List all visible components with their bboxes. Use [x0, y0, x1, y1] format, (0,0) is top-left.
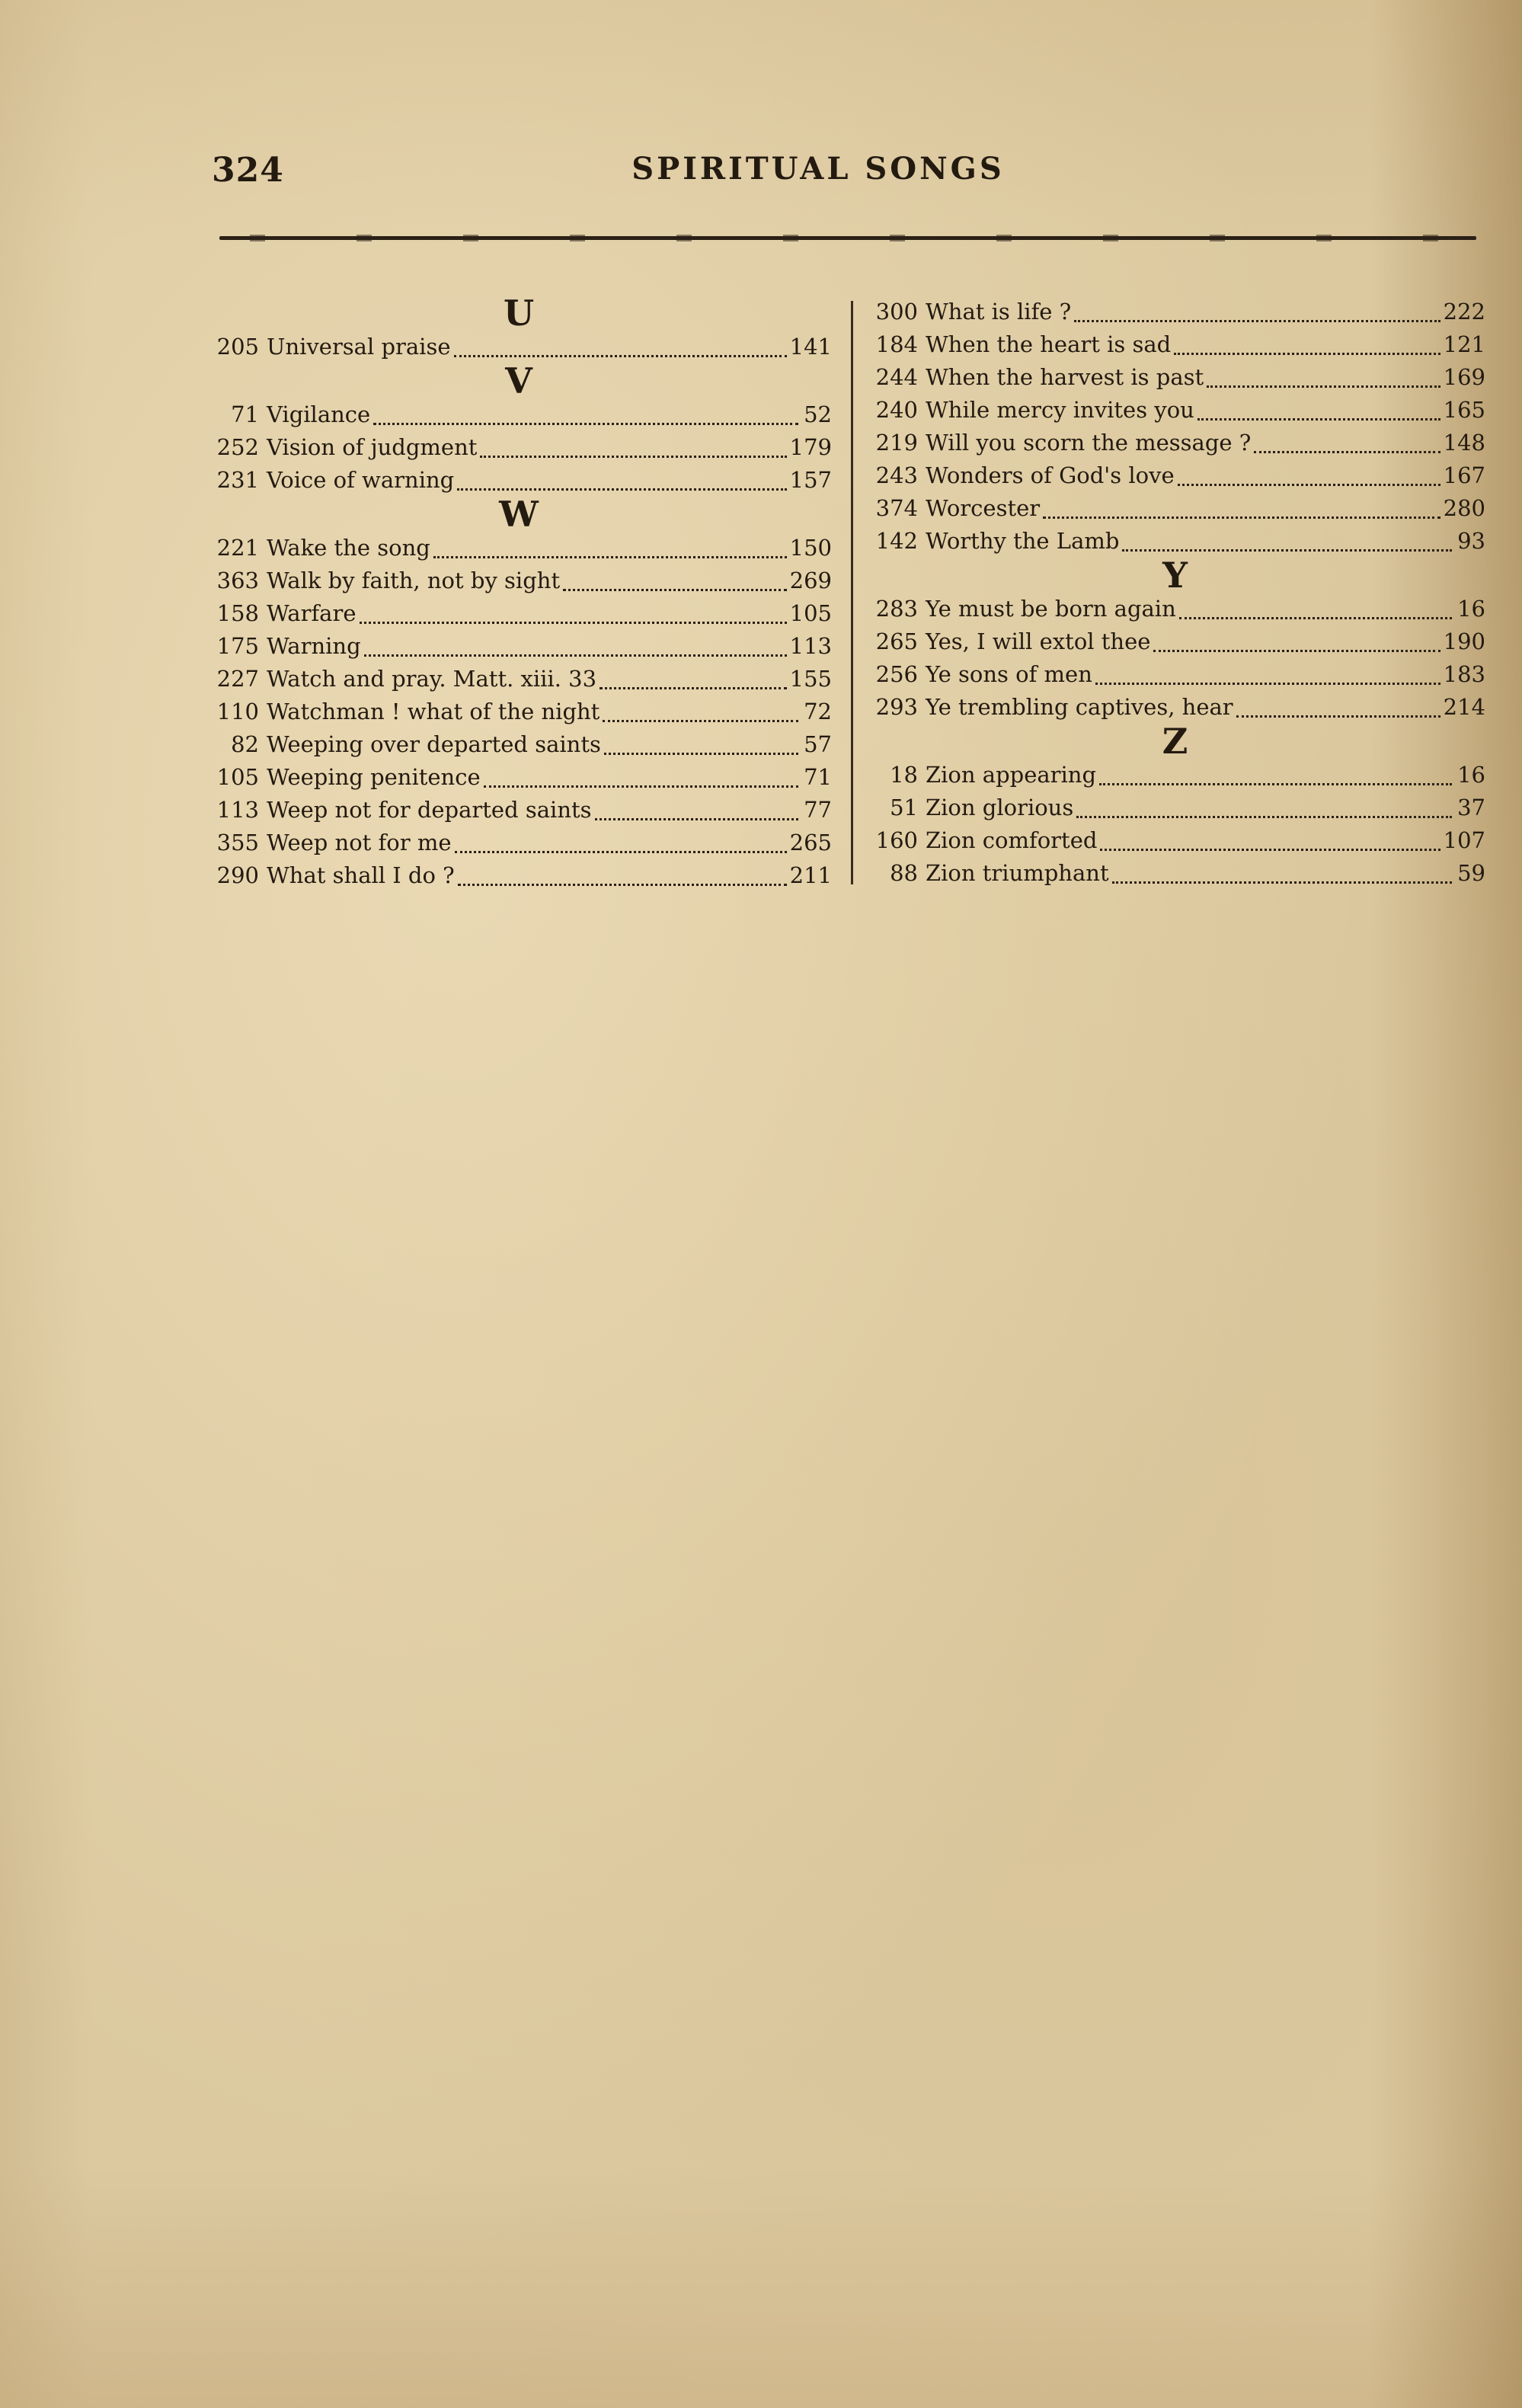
index-entry — [206, 696, 832, 728]
dot-leader — [1099, 774, 1452, 785]
index-entry — [206, 398, 832, 431]
hymn-title: Watchman ! what of the night — [267, 699, 600, 724]
page-ref: 105 — [789, 600, 832, 626]
hymn-title: Ye sons of men — [926, 661, 1092, 687]
hymn-number: 256 — [875, 661, 918, 687]
hymn-title: While mercy invites you — [926, 397, 1194, 423]
page-ref: 265 — [789, 830, 832, 855]
index-entry — [865, 459, 1485, 492]
index-entry — [865, 296, 1485, 328]
page-ref: 169 — [1443, 364, 1485, 390]
hymn-number: 184 — [875, 331, 918, 357]
section-letter: W — [499, 494, 539, 535]
hymn-title: Ye trembling captives, hear — [926, 694, 1233, 720]
hymn-number: 142 — [875, 528, 918, 554]
page-ref: 107 — [1443, 827, 1485, 853]
index-entry — [206, 597, 832, 630]
index-entry — [206, 761, 832, 794]
index-entry — [865, 857, 1485, 890]
page-ref: 150 — [789, 535, 832, 561]
hymn-title: Zion comforted — [926, 827, 1098, 853]
hymn-number: 205 — [216, 334, 259, 360]
hymn-number: 88 — [890, 860, 918, 886]
section-letter: Y — [1162, 555, 1188, 596]
hymn-title: Weep not for departed saints — [267, 797, 592, 823]
dot-leader — [1043, 507, 1440, 519]
dot-leader — [595, 809, 798, 820]
hymn-number: 221 — [216, 535, 259, 561]
page-ref: 16 — [1457, 596, 1485, 622]
column-divider — [851, 301, 853, 884]
page-ref: 214 — [1443, 694, 1485, 720]
page-ref: 93 — [1457, 528, 1485, 554]
hymn-number: 105 — [216, 764, 259, 790]
dot-leader — [454, 346, 787, 357]
hymn-number: 113 — [216, 797, 259, 823]
index-entry — [865, 625, 1485, 658]
page-ref: 59 — [1457, 860, 1485, 886]
hymn-number: 240 — [875, 397, 918, 423]
hymn-title: When the harvest is past — [926, 364, 1204, 390]
hymn-number: 227 — [216, 666, 259, 692]
dot-leader — [1178, 475, 1440, 486]
index-entry — [865, 658, 1485, 691]
index-entry — [865, 525, 1485, 558]
index-entry — [206, 859, 832, 892]
dot-leader — [600, 678, 787, 689]
page-ref: 157 — [789, 467, 832, 493]
hymn-title: Worthy the Lamb — [926, 528, 1120, 554]
dot-leader — [563, 580, 787, 591]
hymn-number: 231 — [216, 467, 259, 493]
dot-leader — [1207, 376, 1440, 388]
index-entry — [206, 630, 832, 663]
dot-leader — [1100, 839, 1440, 851]
hymn-title: What is life ? — [926, 299, 1072, 325]
page-number: 324 — [212, 151, 284, 190]
dot-leader — [1074, 311, 1440, 322]
dot-leader — [1197, 409, 1440, 421]
dot-leader — [1095, 673, 1440, 685]
hymn-number: 244 — [875, 364, 918, 390]
page-ref: 113 — [789, 633, 832, 659]
hymn-title: Vision of judgment — [267, 434, 478, 460]
index-entry — [865, 427, 1485, 459]
index-entry — [206, 331, 832, 363]
page-ref: 72 — [804, 699, 832, 724]
page-ref: 77 — [804, 797, 832, 823]
page-ref: 121 — [1443, 331, 1485, 357]
index-entry — [206, 464, 832, 497]
hymn-title: Walk by faith, not by sight — [267, 568, 561, 593]
index-entry — [206, 728, 832, 761]
index-entry — [206, 532, 832, 564]
hymn-number: 355 — [216, 830, 259, 855]
dot-leader — [1179, 608, 1452, 619]
index-entry — [206, 794, 832, 827]
running-title: SPIRITUAL SONGS — [632, 151, 1005, 187]
hymn-number: 110 — [216, 699, 259, 724]
hymn-number: 82 — [231, 731, 259, 757]
dot-leader — [1174, 344, 1440, 355]
dot-leader — [480, 446, 786, 458]
hymn-title: Ye must be born again — [926, 596, 1176, 622]
hymn-title: Weep not for me — [267, 830, 452, 855]
hymn-title: Zion glorious — [926, 795, 1074, 820]
dot-leader — [1112, 872, 1452, 884]
hymn-number: 374 — [875, 495, 918, 521]
index-entry — [865, 691, 1485, 724]
page-ref: 190 — [1443, 628, 1485, 654]
dot-leader — [1254, 442, 1440, 453]
hymn-title: Zion triumphant — [926, 860, 1109, 886]
dot-leader — [433, 547, 787, 558]
dot-leader — [373, 414, 798, 425]
hymn-title: Worcester — [926, 495, 1041, 521]
index-entry — [865, 593, 1485, 625]
index-entry — [865, 492, 1485, 525]
hymn-title: Universal praise — [267, 334, 451, 360]
dot-leader — [484, 776, 798, 788]
hymn-title: What shall I do ? — [267, 862, 455, 888]
index-column-left — [206, 293, 832, 892]
hymn-number: 290 — [216, 862, 259, 888]
dot-leader — [603, 711, 798, 722]
section-letter: V — [505, 360, 532, 401]
hymn-title: Warning — [267, 633, 361, 659]
dot-leader — [1153, 641, 1440, 652]
index-entry — [206, 663, 832, 696]
page-ref: 167 — [1443, 462, 1485, 488]
page-ref: 37 — [1457, 795, 1485, 820]
page-ref: 52 — [804, 401, 832, 427]
index-entry — [865, 361, 1485, 394]
page-ref: 155 — [789, 666, 832, 692]
hymn-title: Warfare — [267, 600, 357, 626]
dot-leader — [604, 744, 798, 755]
page-ref: 211 — [789, 862, 832, 888]
page-ref: 269 — [789, 568, 832, 593]
page-ref: 148 — [1443, 430, 1485, 456]
hymn-number: 71 — [231, 401, 259, 427]
index-entry — [206, 827, 832, 859]
hymn-number: 300 — [875, 299, 918, 325]
page-ref: 183 — [1443, 661, 1485, 687]
page-ref: 165 — [1443, 397, 1485, 423]
dot-leader — [455, 842, 787, 853]
hymn-number: 363 — [216, 568, 259, 593]
hymn-title: Vigilance — [267, 401, 371, 427]
index-column-right — [865, 296, 1485, 890]
page-ref: 71 — [804, 764, 832, 790]
hymn-number: 175 — [216, 633, 259, 659]
page-ref: 57 — [804, 731, 832, 757]
hymn-number: 18 — [890, 762, 918, 788]
page-ref: 141 — [789, 334, 832, 360]
index-entry — [865, 791, 1485, 824]
index-entry — [206, 431, 832, 464]
page-ref: 16 — [1457, 762, 1485, 788]
index-entry — [865, 328, 1485, 361]
hymn-number: 293 — [875, 694, 918, 720]
section-letter: Z — [1162, 721, 1188, 762]
hymn-title: Wake the song — [267, 535, 430, 561]
hymn-number: 265 — [875, 628, 918, 654]
dot-leader — [364, 645, 787, 657]
hymn-number: 283 — [875, 596, 918, 622]
page-ref: 222 — [1443, 299, 1485, 325]
hymn-number: 158 — [216, 600, 259, 626]
dot-leader — [457, 479, 786, 491]
dot-leader — [458, 875, 787, 886]
hymn-title: When the heart is sad — [926, 331, 1172, 357]
section-letter: U — [503, 293, 535, 334]
dot-leader — [360, 612, 787, 624]
index-entry — [865, 759, 1485, 791]
hymn-title: Yes, I will extol thee — [926, 628, 1151, 654]
hymn-number: 219 — [875, 430, 918, 456]
page-ref: 179 — [789, 434, 832, 460]
dot-leader — [1236, 706, 1440, 718]
header-rule — [219, 236, 1476, 240]
hymn-number: 160 — [875, 827, 918, 853]
hymn-number: 252 — [216, 434, 259, 460]
hymn-title: Zion appearing — [926, 762, 1097, 788]
hymn-number: 243 — [875, 462, 918, 488]
dot-leader — [1076, 807, 1452, 818]
hymn-title: Voice of warning — [267, 467, 455, 493]
hymn-title: Will you scorn the message ? — [926, 430, 1252, 456]
hymn-title: Wonders of God's love — [926, 462, 1175, 488]
dot-leader — [1122, 540, 1452, 552]
hymn-title: Watch and pray. Matt. xiii. 33 — [267, 666, 597, 692]
page-ref: 280 — [1443, 495, 1485, 521]
hymn-title: Weeping over departed saints — [267, 731, 601, 757]
hymn-number: 51 — [890, 795, 918, 820]
index-entry — [206, 564, 832, 597]
index-entry — [865, 394, 1485, 427]
hymn-title: Weeping penitence — [267, 764, 481, 790]
index-entry — [865, 824, 1485, 857]
